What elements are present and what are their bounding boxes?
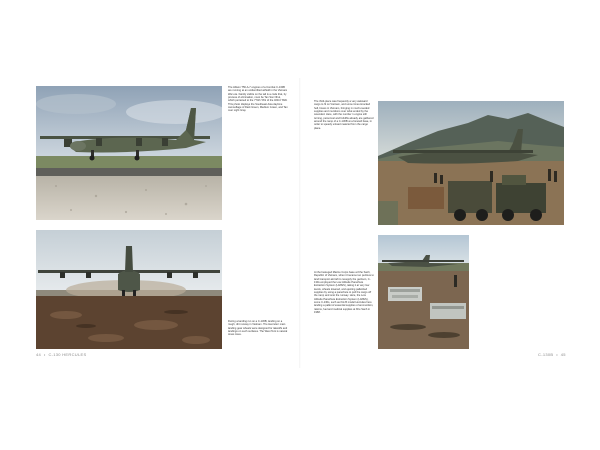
photo-c130b-dirt-landing	[36, 230, 222, 349]
folio-left	[36, 352, 86, 357]
folio-left-separator: •	[42, 352, 48, 357]
folio-right-number: 45	[560, 352, 566, 357]
folio-left-title: C-130 HERCULES	[48, 352, 87, 357]
caption-photo-2: The third-piece was frequently a very awkward cargo to fit on Vietnam, and some times knocked hell, boxes in Vietnam, bringing in much-needed supplies and munitions over what ended by the wounded. Here, with the number 1 engine still turning, personnel and forklifts already are gathered around the ramp of a C-130B at a forward base, in order to speedy unload materiel from the cargo plane.	[314, 100, 374, 130]
photo-c130b-runway-image	[36, 86, 222, 220]
photo-c130-lapes-delivery-image	[378, 235, 469, 349]
folio-right-title: C-130B	[538, 352, 554, 357]
photo-c130b-forward-base-image	[378, 101, 564, 225]
folio-right-separator: •	[554, 352, 560, 357]
caption-photo-1: The Allison T56-A-7 engines of a Combat C-130B are running at an unidentified airfield in the Vietnam War era. Faintly visible on the tail is a code that, by process of elimination, must be Tan Son Nhut, which pertained to the 774th TAS of the 463rd TAW. This photo displays the Southeast Asia daytime camouflage of Dark Green, Medium Green, and Tan over Light Gray.	[228, 86, 288, 113]
folio-right	[538, 352, 566, 357]
photo-c130-lapes-delivery	[378, 235, 469, 349]
page-gutter	[299, 78, 301, 368]
folio-left-number: 44	[36, 352, 42, 357]
caption-photo-3: During a landing run on a C-130B, landing on a rough, dirt runway in Vietnam. The Hercules' main landing gear wheels were designed for takeoffs and landings on such surfaces. The West Tent is natural tones trees.	[228, 320, 288, 337]
caption-photo-4: At the besieged Marine Corps base at Khe Sanh, Republic of Vietnam, when it became too perilous to land transport aircraft to resupply the garrison, C-130s employed the Low Altitude Parachute Extraction System (LAPES), taking it at very low levels, wheels lowered, and ejecting palletized supplies by using a parachute to pull the cargo off the ramp and onto the runway. Here, the Low Altitude Parachute Extraction System (LAPES), some C-130s, such as this B model Hercules here landing a pallet of essential supplies of ammunition, rations, fuel and medical supplies at Khe Sanh in 1968.	[314, 271, 374, 315]
photo-c130b-forward-base	[378, 101, 564, 225]
photo-c130b-dirt-landing-image	[36, 230, 222, 349]
photo-c130b-runway	[36, 86, 222, 220]
